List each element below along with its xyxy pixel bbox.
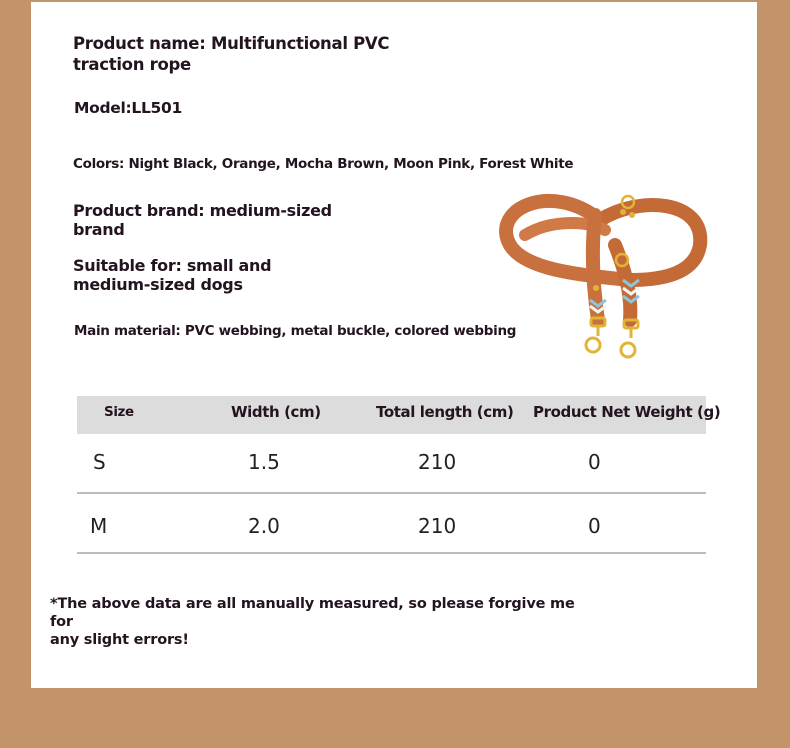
cell-weight: 0 (588, 450, 601, 474)
cell-width: 2.0 (248, 514, 280, 538)
suitable-for-label (73, 256, 271, 294)
table-row (77, 434, 706, 494)
header-length: Total length (cm) (376, 403, 514, 421)
cell-size: M (90, 514, 108, 538)
header-width: Width (cm) (231, 403, 321, 421)
cell-width: 1.5 (248, 450, 280, 474)
note-line2: any slight errors! (50, 632, 189, 648)
product-name-line1: Product name: Multifunctional PVC (73, 34, 390, 53)
header-size: Size (104, 404, 134, 420)
product-name-line2: traction rope (73, 55, 191, 74)
cell-weight: 0 (588, 514, 601, 538)
model-label: Model:LL501 (74, 99, 183, 117)
material-label: Main material: PVC webbing, metal buckle, colored webbing (74, 323, 517, 339)
leash-icon (490, 180, 720, 370)
table-header (77, 396, 721, 434)
measurement-note (50, 595, 590, 649)
header-weight: Product Net Weight (g) (533, 403, 721, 421)
brand-line2: brand (73, 220, 125, 239)
cell-length: 210 (418, 514, 457, 538)
suitable-line2: medium-sized dogs (73, 275, 243, 294)
note-line1: *The above data are all manually measured, so please forgive me for (50, 596, 575, 630)
size-table (77, 396, 721, 554)
cell-size: S (93, 450, 106, 474)
leash-product-image (490, 180, 720, 370)
suitable-line1: Suitable for: small and (73, 256, 272, 275)
table-row (77, 494, 706, 554)
brand-label (73, 201, 332, 239)
product-name (73, 33, 389, 75)
colors-label: Colors: Night Black, Orange, Mocha Brown, Moon Pink, Forest White (73, 156, 574, 172)
brand-line1: Product brand: medium-sized (73, 201, 332, 220)
cell-length: 210 (418, 450, 457, 474)
